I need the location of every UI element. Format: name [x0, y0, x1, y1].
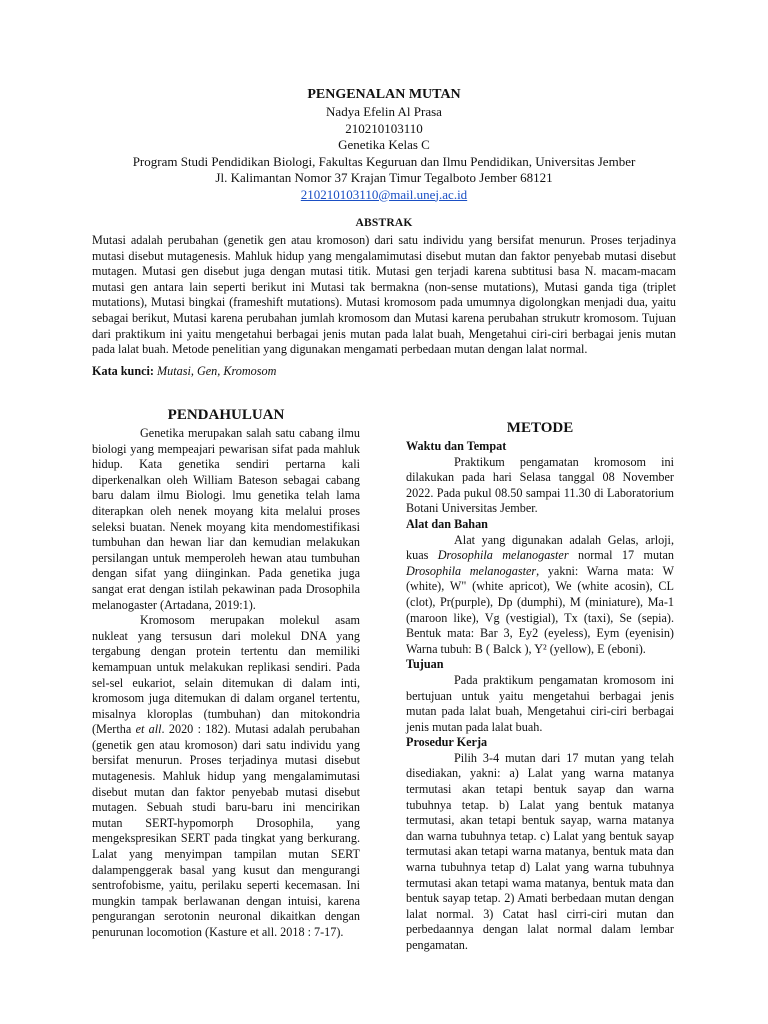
section-heading-metode: METODE	[506, 420, 574, 436]
text-run: Alat yang digunakan adalah Gelas, arloji, kuas	[406, 532, 674, 563]
keywords	[92, 364, 276, 379]
paragraph	[406, 533, 674, 658]
keywords-label: Kata kunci:	[92, 364, 154, 378]
email-link[interactable]: 210210103110@mail.unej.ac.id	[300, 186, 468, 202]
class-name: Genetika Kelas C	[338, 137, 430, 152]
paper-title: PENGENALAN MUTAN	[307, 87, 461, 102]
left-column	[92, 406, 360, 941]
paragraph: Genetika merupakan salah satu cabang ilmu biologi yang mempeajari pewarisan sifat pada mahluk hidup. Kata genetika sendiri pertarna kali diperkenalkan oleh William Bateson sebagai cabang baru dalam ilmu Biologi. lmu genetika telah lama diterapkan oleh nenek moyang kita melalui proses seleksi buatan. Nenek moyang kita mendomestifikasi tumbuhan dan hewan liar dan kemudian melakukan persilangan untuk memperoleh hewan atau tumbuhan dengan sifat yang diinginkan. Pada genetika juga sangat erat dengan istilah pekawinan pada Drosophila melanogaster (Artadana, 2019:1).	[92, 426, 360, 612]
text-run: . 2020 : 182). Mutasi adalah perubahan (genetik gen atau kromoson) dari satu individu yang bersifat menurun. Proses terjadinya mutasi disebut mutagenesis. Mahluk hidup yang mengalamimutasi disebut mutan dan faktor penyebab mutasi disebut mutagen. Sebuah studi baru-baru ini mencirikan mutan SERT-hypomorph Drosophila, yang mengekspresikan SERT pada tingkat yang berkurang. Lalat yang menyimpan tampilan mutan SERT dalampenggerak basal yang kusut dan mengurangi sentrofobisme, yaitu, perilaku seperti kecemasan. Ini mungkin tampak berlawanan dengan intuisi, karena pengurangan serotonin neuronal dikaitkan dengan penurunan locomotion (Kasture et all. 2018 : 7-17).	[92, 722, 360, 939]
author-name: Nadya Efelin Al Prasa	[326, 104, 442, 119]
text-run-italic: Drosophila melanogaster	[437, 548, 569, 563]
paragraph: Pilih 3-4 mutan dari 17 mutan yang telah disediakan, yakni: a) Lalat yang warna matanya termutasi akan tetapi bentuk sayap dan warna tubuhnya tetap. b) Lalat yang bentuk matanya termutasi, akan tetapi bentuk sayap, warna matanya dan warna tubuhnya tetap. c) Lalat yang bentuk sayap termutasi akan tetapi warna matanya, bentuk mata dan warna tubuhnya tetap d) Lalat yang warna tubuhnya termutasi akan tetapi wama matanya, bentuk mata dan bentuk sayap tetap. 2) Amati berbedaan mutan dengan lalat normal. 3) Catat hasl cirri-ciri mutan dan perbedaannya dengan lalat normal dalam lembar pengamatan.	[406, 750, 674, 952]
subheading-waktu: Waktu dan Tempat	[406, 439, 507, 453]
text-run-italic: et all	[135, 722, 162, 737]
keywords-list: Mutasi, Gen, Kromosom	[157, 364, 277, 378]
text-run: Kromosom merupakan molekul asam nukleat yang tersusun dari molekul DNA yang tergabung dengan protein tertentu dan memiliki kemampuan untuk melakukan replikasi sendiri. Pada sel-sel eukariot, selain ditemukan di dalam inti, kromosom juga ditemukan di dalam organel tertentu, misalnya kloroplas (tumbuhan) dan mitokondria (Mertha	[92, 613, 360, 737]
section-heading-pendahuluan: PENDAHULUAN	[167, 407, 285, 423]
text-run-italic: Drosophila melanogaster	[406, 563, 537, 578]
student-id: 210210103110	[345, 120, 423, 136]
subheading-tujuan: Tujuan	[406, 657, 444, 672]
address: Jl. Kalimantan Nomor 37 Krajan Timur Tegalboto Jember 68121	[215, 170, 553, 185]
subheading-prosedur: Prosedur Kerja	[406, 735, 488, 750]
abstract-text: Mutasi adalah perubahan (genetik gen atau kromoson) dari satu individu yang bersifat menurun. Proses terjadinya mutasi disebut mutagenesis. Mahluk hidup yang mengalamimutasi disebut mutan dan faktor penyebab mutasi disebut mutagen. Mutasi gen disebut juga dengan mutasi titik. Mutasi gen terjadi karena subtitusi basa N. macam-macam mutasi gen antara lain seperti berikut ini Mutasi tak bermakna (non-sense mutations), Mutasi ganda tiga (triplet mutations), Mutasi bingkai (frameshift mutations). Mutasi kromosom pada umumnya digolongkan menjadi dua, yaitu sebagai berikut, Mutasi karena perubahan jumlah kromosom dan Mutasi karena perubahan strukutr kromosom. Tujuan dari praktikum ini yaitu mengetahui berbagai jenis mutan pada lalat buah, Mengetahui ciri-ciri berbagai jenis mutan pada lalat buah. Metode penelitian yang digunakan mengamati perbedaan mutan dengan lalat normal.	[92, 233, 676, 357]
paragraph	[92, 613, 360, 940]
right-column	[406, 419, 674, 954]
paragraph: Praktikum pengamatan kromosom ini dilakukan pada hari Selasa tanggal 08 November 2022. Pada pukul 08.50 sampai 11.30 di Laboratorium Botani Universitas Jember.	[406, 454, 674, 516]
abstract-heading: ABSTRAK	[355, 217, 413, 229]
text-run: normal 17 mutan	[568, 548, 674, 563]
affiliation: Program Studi Pendidikan Biologi, Fakultas Keguruan dan Ilmu Pendidikan, Universitas Jember	[132, 153, 636, 169]
text-run: , yakni: Warna mata: W (white), W" (white apricot), We (white acosin), CL (clot), Pr(purple), Dp (dumphi), M (miniature), Ma-1 (maroon like), Vg (vestigial), Tx (taxi), Se (sepia). Bentuk mata: Bar 3, Ey2 (eyeless), Eym (eyenisin) Warna tubuh: B ( Balck ), Y² (yellow), E (eboni).	[406, 563, 674, 656]
subheading-alat: Alat dan Bahan	[406, 516, 488, 531]
paper-header	[0, 86, 768, 203]
paragraph: Pada praktikum pengamatan kromosom ini bertujuan untuk yaitu mengetahui berbagai jenis mutan pada lalat buah, Mengetahui ciri-ciri berbagai jenis mutan pada lalat buah.	[406, 672, 674, 734]
